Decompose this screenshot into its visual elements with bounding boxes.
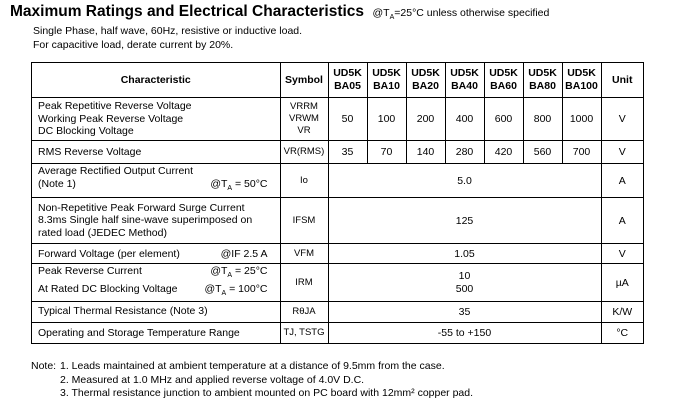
value-cell: 100 <box>367 97 406 141</box>
unit-cell: µA <box>601 264 643 302</box>
page-title <box>10 3 549 21</box>
row-symbol: VFM <box>280 244 328 264</box>
row-condition: $@T_A = 50^\circ C$ <box>210 177 268 193</box>
part-header-ba05: UD5K BA05 <box>328 63 367 97</box>
value-cell: 1000 <box>562 97 601 141</box>
footnotes <box>31 360 473 401</box>
table-row-vfm <box>32 244 643 264</box>
value-cell: 420 <box>484 141 523 164</box>
title-condition: $@T_A=25^\circ C$ unless otherwise specified <box>372 7 550 22</box>
row-symbol: IFSM <box>280 197 328 244</box>
header-row <box>32 63 643 97</box>
part-header-ba20: UD5K BA20 <box>406 63 445 97</box>
value-cell: -55 to +150 <box>328 322 601 343</box>
value-cell: 1.05 <box>328 244 601 264</box>
table-row-temp <box>32 322 643 343</box>
table-row-io <box>32 164 643 197</box>
table-row-vrms <box>32 141 643 164</box>
footnote-2: 2. Measured at 1.0 MHz and applied reverse voltage of 4.0V D.C. <box>60 373 365 386</box>
unit-cell: V <box>601 141 643 164</box>
row-symbol: VR(RMS) <box>280 141 328 164</box>
part-header-ba10: UD5K BA10 <box>367 63 406 97</box>
load-note: Single Phase, half wave, 60Hz, resistive or inductive load. <box>33 25 303 37</box>
row-characteristic: RMS Reverse Voltage <box>32 141 280 164</box>
unit-header: Unit <box>601 63 643 97</box>
value-cell: 280 <box>445 141 484 164</box>
value-cell: 125 <box>328 197 601 244</box>
row-characteristic: Peak Repetitive Reverse Voltage Working Peak Reverse Voltage DC Blocking Voltage <box>32 97 280 141</box>
value-cell: 140 <box>406 141 445 164</box>
table-row-vrrm <box>32 97 643 141</box>
table-row-irm <box>32 264 643 302</box>
value-cell: 800 <box>523 97 562 141</box>
part-header-ba80: UD5K BA80 <box>523 63 562 97</box>
row-symbol: RθJA <box>280 301 328 322</box>
unit-cell: V <box>601 244 643 264</box>
value-cell: 400 <box>445 97 484 141</box>
unit-cell: °C <box>601 322 643 343</box>
characteristic-header: Characteristic <box>32 63 280 97</box>
title-main: Maximum Ratings and Electrical Characteristics <box>10 3 365 20</box>
value-cell: 600 <box>484 97 523 141</box>
table-row-ifsm <box>32 197 643 244</box>
row-condition: $@T_A = 100^\circ C$ <box>204 282 268 297</box>
row-characteristic: Forward Voltage (per element) @IF 2.5 A <box>32 244 280 264</box>
value-cell: 560 <box>523 141 562 164</box>
part-header-ba60: UD5K BA60 <box>484 63 523 97</box>
row-characteristic: Peak Reverse Current $@T_A = 25^\circ C$ At Rated DC Blocking Voltage $@T_A = 100^\circ C$ <box>32 264 280 302</box>
unit-cell: V <box>601 97 643 141</box>
row-symbol: TJ, TSTG <box>280 322 328 343</box>
part-header-ba40: UD5K BA40 <box>445 63 484 97</box>
value-cell: 5.0 <box>328 164 601 197</box>
part-header-ba100: UD5K BA100 <box>562 63 601 97</box>
row-condition: $@T_A = 25^\circ C$ <box>210 264 268 279</box>
row-characteristic: Operating and Storage Temperature Range <box>32 322 280 343</box>
unit-cell: A <box>601 164 643 197</box>
row-symbol: Io <box>280 164 328 197</box>
footnote-3: 3. Thermal resistance junction to ambient mounted on PC board with 12mm² copper pad. <box>60 387 474 400</box>
footnote-prefix: Note: <box>31 360 57 372</box>
unit-cell: A <box>601 197 643 244</box>
row-symbol: IRM <box>280 264 328 302</box>
row-condition: @IF 2.5 A <box>220 247 268 260</box>
row-characteristic: Non-Repetitive Peak Forward Surge Current 8.3ms Single half sine-wave superimposed on rated load (JEDEC Method) <box>32 197 280 244</box>
value-cell: 700 <box>562 141 601 164</box>
footnote-1: 1. Leads maintained at ambient temperature at a distance of 9.5mm from the case. <box>60 360 445 372</box>
value-cell: 35 <box>328 141 367 164</box>
value-cell: 35 <box>328 301 601 322</box>
value-cell: 50 <box>328 97 367 141</box>
ratings-table <box>31 62 644 344</box>
derate-note: For capacitive load, derate current by 20%. <box>33 39 234 51</box>
symbol-header: Symbol <box>280 63 328 97</box>
table-row-rth <box>32 301 643 322</box>
value-cell: 70 <box>367 141 406 164</box>
value-cell: 200 <box>406 97 445 141</box>
unit-cell: K/W <box>601 301 643 322</box>
row-characteristic: Typical Thermal Resistance (Note 3) <box>32 301 280 322</box>
value-cell: 10 500 <box>328 264 601 302</box>
row-symbol: VRRM VRWM VR <box>280 97 328 141</box>
row-characteristic: Average Rectified Output Current (Note 1) $@T_A = 50^\circ C$ <box>32 164 280 197</box>
